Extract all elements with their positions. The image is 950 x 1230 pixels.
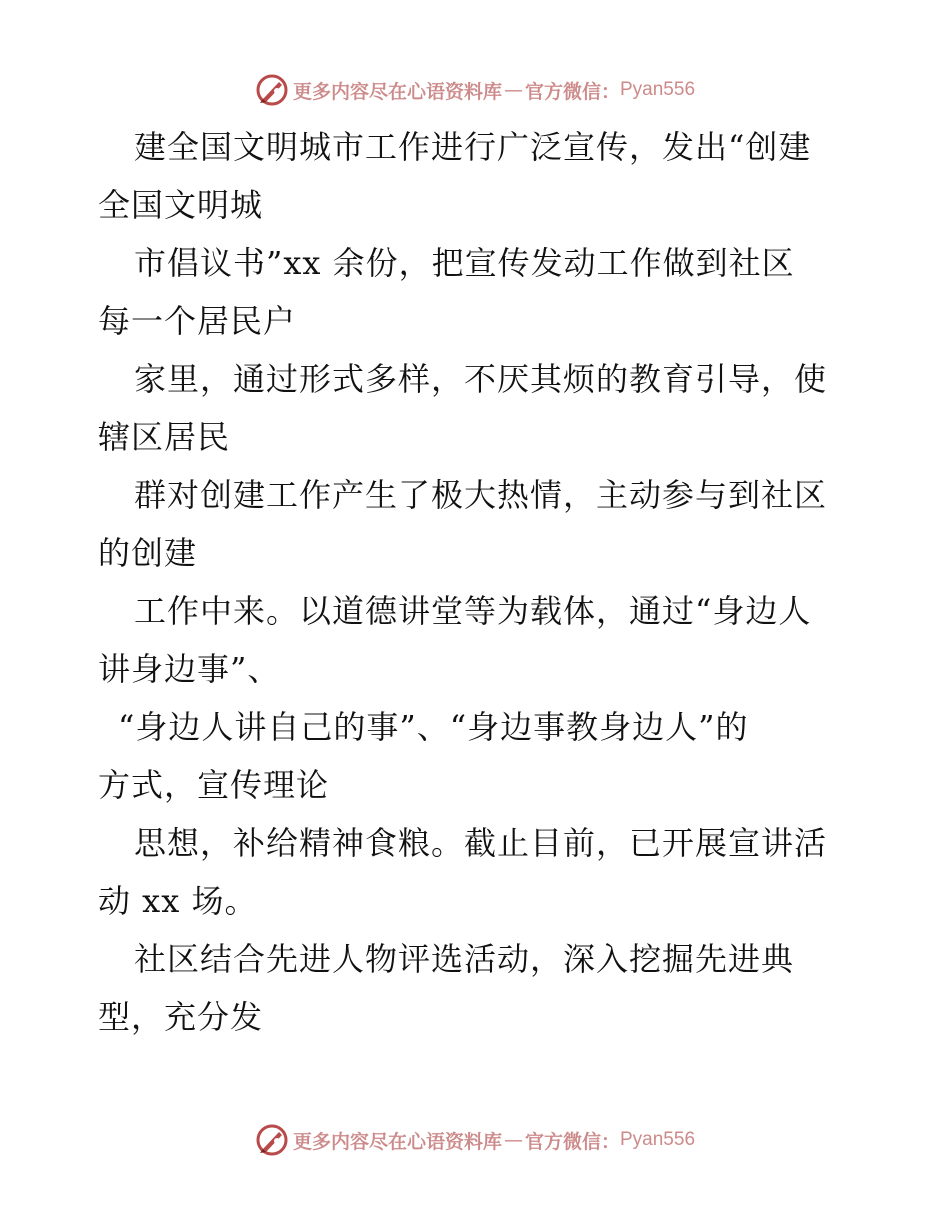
text-line: 群对创建工作产生了极大热情，主动参与到社区 — [134, 476, 828, 514]
banner-slogan: 更多内容尽在心语资料库 — [292, 1130, 502, 1153]
banner-wechat-label: 官方微信： — [524, 1130, 620, 1153]
pen-logo-icon — [255, 1123, 289, 1157]
header-banner — [0, 70, 950, 110]
banner-slogan: 更多内容尽在心语资料库 — [292, 80, 502, 103]
text-line: 每一个居民户 — [98, 302, 297, 340]
text-line: 讲身边事”、 — [98, 650, 281, 688]
text-line: 的创建 — [98, 534, 198, 572]
text-line: 动 xx 场。 — [98, 882, 258, 920]
text-line: 家里，通过形式多样，不厌其烦的教育引导，使 — [134, 360, 828, 398]
body-text — [98, 118, 858, 1046]
banner-separator: — — [503, 1129, 523, 1151]
text-line: 型，充分发 — [98, 998, 264, 1036]
text-line: 方式，宣传理论 — [98, 766, 330, 804]
banner-separator: — — [503, 79, 523, 101]
text-line: 市倡议书”xx 余份，把宣传发动工作做到社区 — [134, 244, 795, 282]
text-line: 社区结合先进人物评选活动，深入挖掘先进典 — [134, 940, 795, 978]
footer-banner — [0, 1120, 950, 1160]
text-line: 思想，补给精神食粮。截止目前，已开展宣讲活 — [134, 824, 828, 862]
banner-wechat-label: 官方微信： — [524, 80, 620, 103]
text-line: 工作中来。以道德讲堂等为载体，通过“身边人 — [134, 592, 812, 630]
banner-wechat-id: Pyan556 — [620, 1129, 696, 1150]
text-line: “身边人讲自己的事”、“身边事教身边人”的 — [118, 708, 749, 746]
text-line: 辖区居民 — [98, 418, 231, 456]
pen-logo-icon — [255, 73, 289, 107]
text-line: 全国文明城 — [98, 186, 264, 224]
banner-wechat-id: Pyan556 — [620, 79, 696, 100]
text-line: 建全国文明城市工作进行广泛宣传，发出“创建 — [134, 128, 812, 166]
